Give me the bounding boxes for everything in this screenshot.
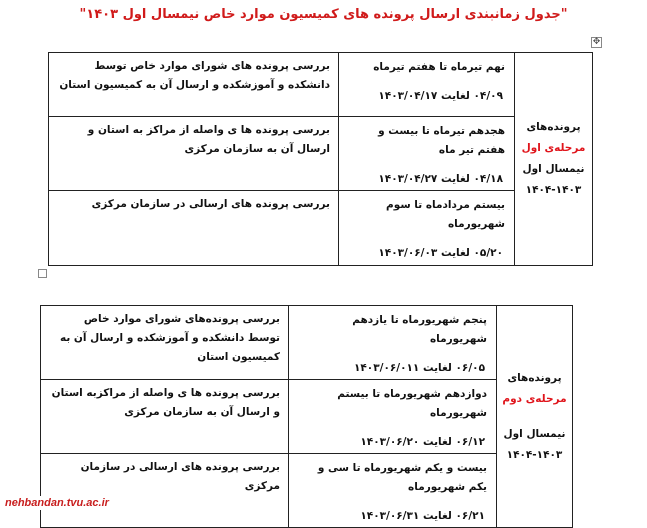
semester-label: نیمسال اول [503,427,566,440]
table-resize-handle[interactable] [38,269,47,278]
table-row [49,191,593,266]
period-name: نهم تیرماه تا هفتم تیرماه [373,61,505,73]
academic-year: ۱۴۰۴-۱۴۰۳ [525,184,582,196]
stage-highlight: مرحله‌ی دوم [502,392,567,405]
stage-label: پرونده‌های [526,121,581,133]
period-dates: ۰۴/۰۹ لغایت ۱۴۰۳/۰۴/۱۷ [378,90,503,102]
stage-highlight: مرحله‌ی اول [521,142,586,154]
period-cell [289,306,497,380]
semester-label: نیمسال اول [522,163,585,175]
period-cell [339,191,515,266]
description-cell: بررسی پرونده های شورای موارد خاص توسط دانشکده و آموزشکده و ارسال آن به کمیسیون استان [49,53,339,117]
table-row [49,53,593,117]
period-dates: ۰۶/۲۱ لغایت ۱۴۰۳/۰۶/۳۱ [360,510,485,522]
period-dates: ۰۵/۲۰ لغایت ۱۴۰۳/۰۶/۰۳ [378,247,503,259]
period-name: هجدهم تیرماه تا بیست و هفتم تیر ماه [378,125,505,156]
stage-label: پرونده‌های [507,371,562,384]
description-cell: بررسی پرونده های ارسالی در سازمان مرکزی [49,191,339,266]
description-cell: بررسی پرونده‌های شورای موارد خاص توسط دانشکده و آموزشکده و ارسال آن به کمیسیون استان [41,306,289,380]
document-title: "جدول زمانبندی ارسال پرونده های کمیسیون موارد خاص نیمسال اول ۱۴۰۳" [79,7,568,22]
table-row [41,306,573,380]
table-row [49,117,593,191]
table-row [41,454,573,528]
table-move-handle-icon[interactable]: ✥ [592,37,601,47]
description-cell: بررسی پرونده های ارسالی در سازمان مرکزی [41,454,289,528]
period-dates: ۰۴/۱۸ لغایت ۱۴۰۳/۰۴/۲۷ [378,173,503,185]
period-cell [339,53,515,117]
site-watermark: nehbandan.tvu.ac.ir [0,496,114,510]
period-dates: ۰۶/۰۵ لغایت ۱۴۰۳/۰۶/۰۱۱ [353,362,485,374]
description-cell: بررسی پرونده ها ی واصله از مراکزبه استان و ارسال آن به سازمان مرکزی [41,380,289,454]
period-cell [289,380,497,454]
stage-cell [515,53,593,266]
period-dates: ۰۶/۱۲ لغایت ۱۴۰۳/۰۶/۲۰ [360,436,485,448]
table-row [41,380,573,454]
period-name: دوازدهم شهریورماه تا بیستم شهریورماه [337,388,487,419]
period-cell [289,454,497,528]
schedule-table-stage-2 [40,305,573,528]
academic-year: ۱۴۰۴-۱۴۰۳ [506,448,563,461]
period-name: بیست و یکم شهریورماه تا سی و یکم شهریورماه [317,462,487,493]
schedule-table-stage-1 [48,52,593,266]
stage-cell [497,306,573,528]
period-name: بیستم مردادماه تا سوم شهریورماه [386,199,505,230]
description-cell: بررسی پرونده ها ی واصله از مراکز به استان و ارسال آن به سازمان مرکزی [49,117,339,191]
period-cell [339,117,515,191]
period-name: پنجم شهریورماه تا یازدهم شهریورماه [352,314,487,345]
